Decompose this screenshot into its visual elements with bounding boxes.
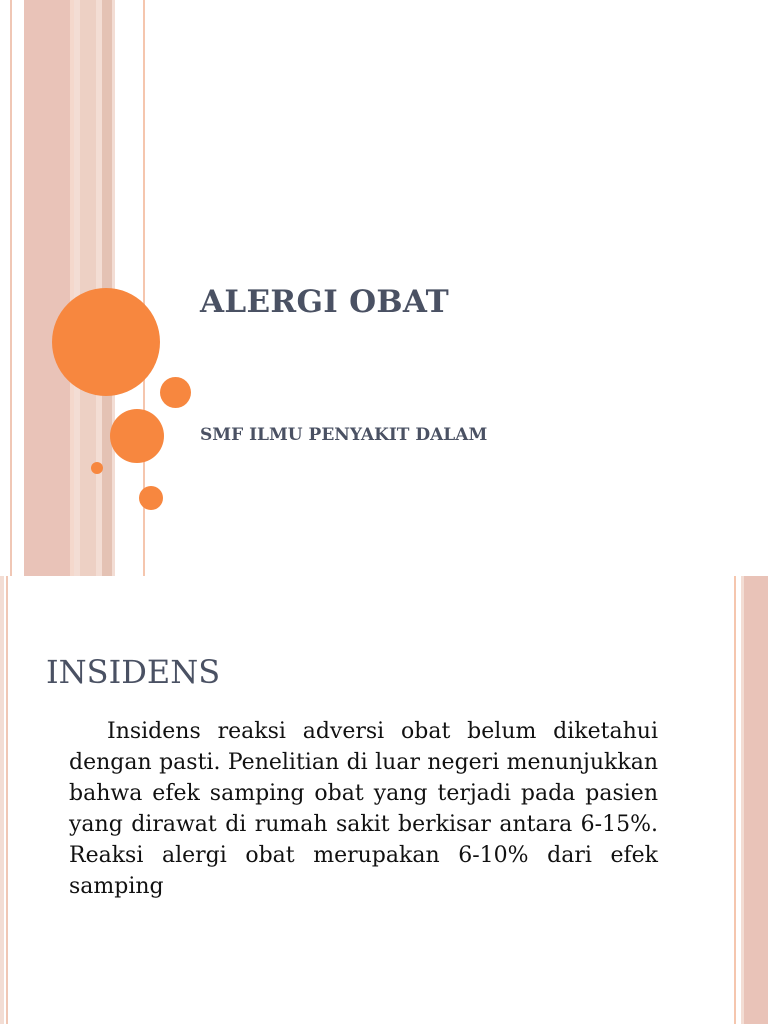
slide-subtitle: SMF ILMU PENYAKIT DALAM xyxy=(200,425,488,445)
decorative-circle xyxy=(139,486,163,510)
decorative-stripe xyxy=(744,576,768,1024)
decorative-stripe xyxy=(0,576,4,1024)
decorative-stripe xyxy=(24,0,70,576)
decorative-circle xyxy=(160,377,191,408)
decorative-stripe xyxy=(6,576,8,1024)
content-slide xyxy=(0,576,768,1024)
decorative-stripe xyxy=(10,0,12,576)
slide-title: ALERGI OBAT xyxy=(200,284,449,320)
decorative-circle xyxy=(110,409,164,463)
decorative-stripe xyxy=(734,576,736,1024)
decorative-circle xyxy=(52,288,160,396)
decorative-circle xyxy=(91,462,103,474)
slide-title: INSIDENS xyxy=(46,653,221,691)
body-text: Insidens reaksi adversi obat belum diketahui dengan pasti. Penelitian di luar negeri menunjukkan bahwa efek samping obat yang terjadi pada pasien yang dirawat di rumah sakit berkisar antara 6-15%. Reaksi alergi obat merupakan 6-10% dari efek samping xyxy=(69,719,658,899)
decorative-stripe xyxy=(80,0,96,576)
